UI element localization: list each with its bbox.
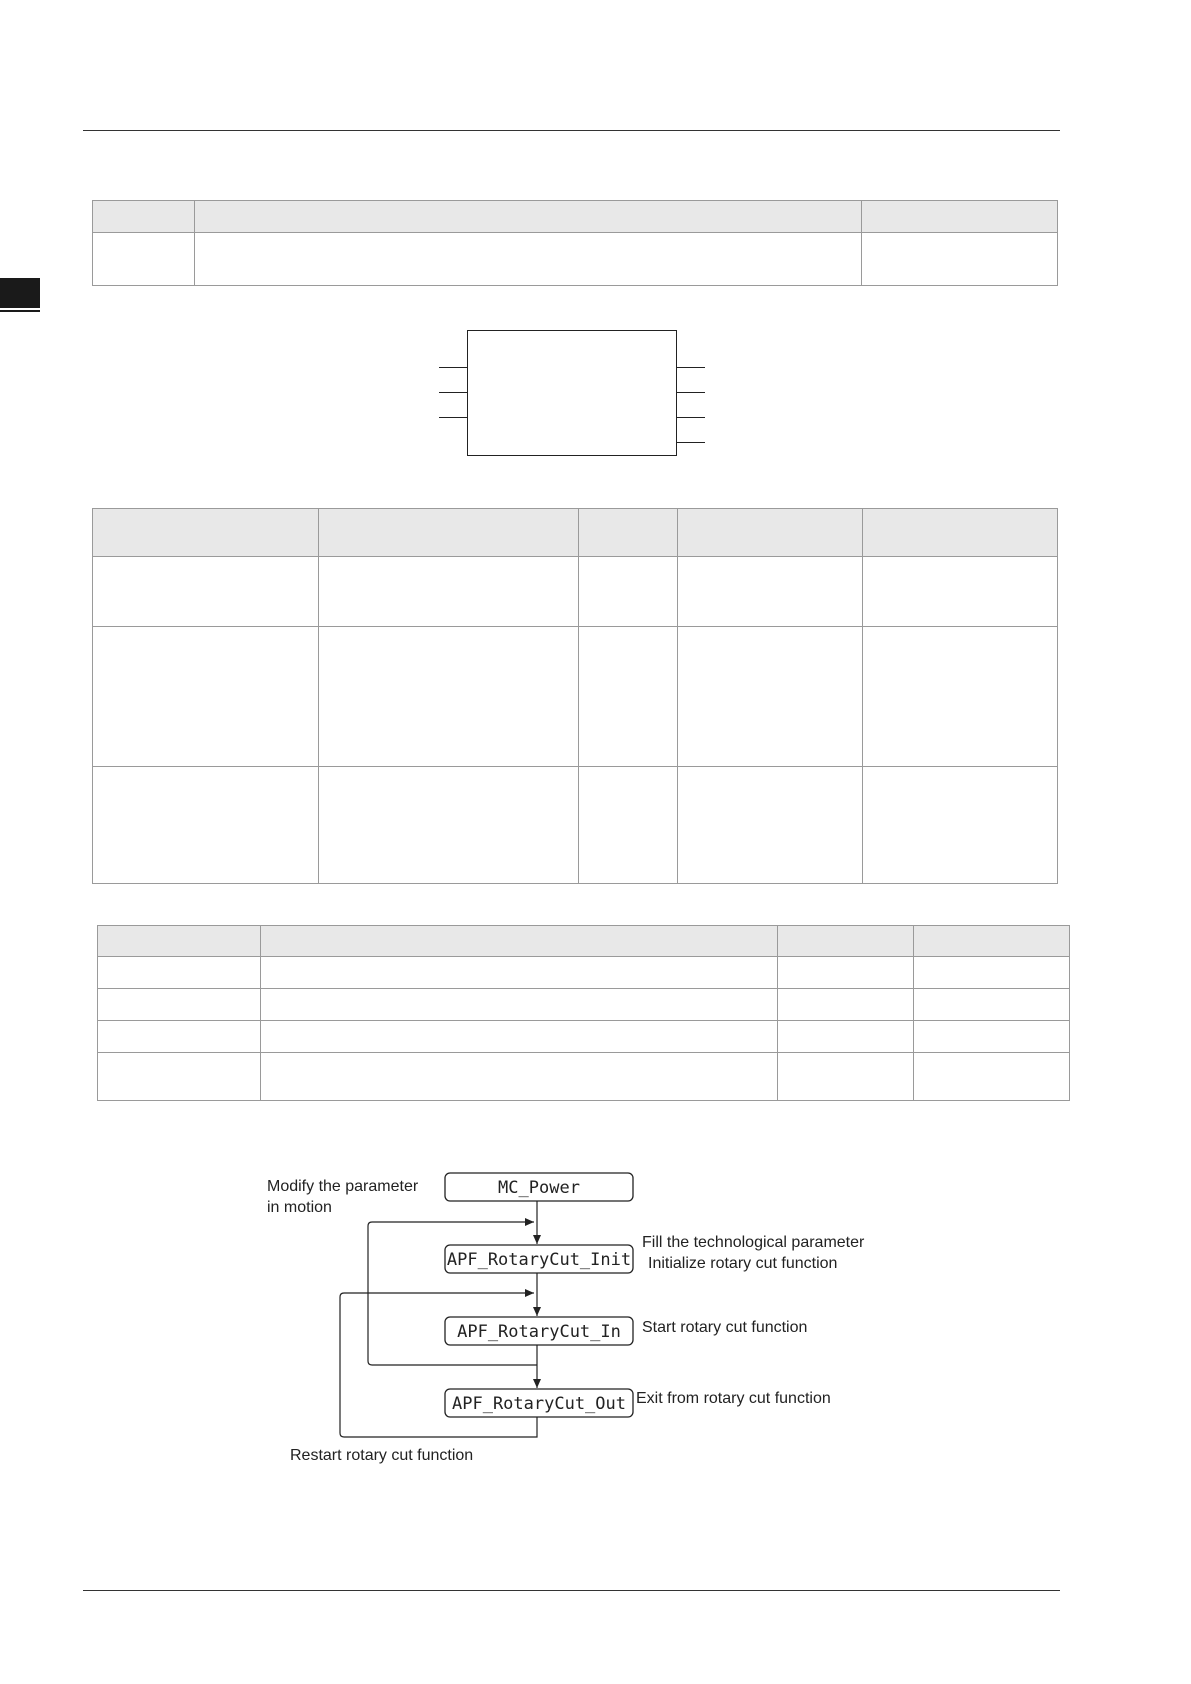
table-header-row [93,509,1058,557]
table-header-cell [261,926,778,957]
table-row [98,1021,1070,1053]
table-header-cell [914,926,1070,957]
table-cell [914,1021,1070,1053]
table-header-row [93,201,1058,233]
rotary-cut-flowchart [260,1160,900,1480]
instruction-summary-table [92,200,1058,286]
function-block-graphic [467,330,677,456]
table-cell [319,767,579,884]
table-cell [863,557,1058,627]
table-cell [678,767,863,884]
table-header-row [98,926,1070,957]
chapter-tab-marker [0,278,40,308]
table-header-cell [678,509,863,557]
table-cell [579,627,678,767]
input-pin [439,417,467,418]
table-cell [778,957,914,989]
table-cell [93,557,319,627]
table-cell [579,767,678,884]
table-cell [98,957,261,989]
table-header-cell [93,201,195,233]
table-row [93,557,1058,627]
output-pin [677,442,705,443]
table-cell [778,1053,914,1101]
table-cell [778,1021,914,1053]
table-cell [319,557,579,627]
table-cell [914,989,1070,1021]
out-note: Exit from rotary cut function [636,1390,831,1407]
restart-note: Restart rotary cut function [290,1447,474,1464]
in-note: Start rotary cut function [642,1319,808,1336]
table-cell [678,557,863,627]
table-row [93,233,1058,286]
parameter-table [92,508,1058,884]
table-cell [863,627,1058,767]
table-row [98,989,1070,1021]
table-header-cell [319,509,579,557]
chapter-tab-underline [0,310,40,312]
input-pin [439,392,467,393]
table-cell [579,557,678,627]
modify-note-line1: Modify the parameter [267,1178,419,1195]
table-cell [93,233,195,286]
table-cell [195,233,862,286]
table-cell [261,1053,778,1101]
table-cell [261,1021,778,1053]
table-row [98,957,1070,989]
table-header-cell [195,201,862,233]
table-cell [914,1053,1070,1101]
output-table [97,925,1070,1101]
table-cell [319,627,579,767]
table-header-cell [778,926,914,957]
table-header-cell [579,509,678,557]
init-note-line2: Initialize rotary cut function [648,1255,838,1272]
output-pin [677,417,705,418]
table-cell [863,767,1058,884]
table-cell [93,767,319,884]
init-node-label: APF_RotaryCut_Init [446,1250,632,1270]
in-node-label: APF_RotaryCut_In [457,1322,621,1342]
table-row [93,627,1058,767]
table-cell [98,1021,261,1053]
table-header-cell [93,509,319,557]
output-pin [677,392,705,393]
out-node-label: APF_RotaryCut_Out [452,1394,626,1414]
init-note-line1: Fill the technological parameter [642,1234,865,1251]
table-cell [778,989,914,1021]
mc-power-label: MC_Power [498,1178,580,1198]
footer-rule [83,1590,1060,1591]
table-cell [261,957,778,989]
table-row [98,1053,1070,1101]
modify-note-line2: in motion [267,1199,332,1216]
input-pin [439,367,467,368]
table-cell [98,1053,261,1101]
table-row [93,767,1058,884]
output-pin [677,367,705,368]
table-header-cell [863,509,1058,557]
table-cell [914,957,1070,989]
header-rule [83,130,1060,131]
table-cell [261,989,778,1021]
table-cell [678,627,863,767]
table-cell [98,989,261,1021]
table-cell [862,233,1058,286]
table-header-cell [98,926,261,957]
table-header-cell [862,201,1058,233]
table-cell [93,627,319,767]
